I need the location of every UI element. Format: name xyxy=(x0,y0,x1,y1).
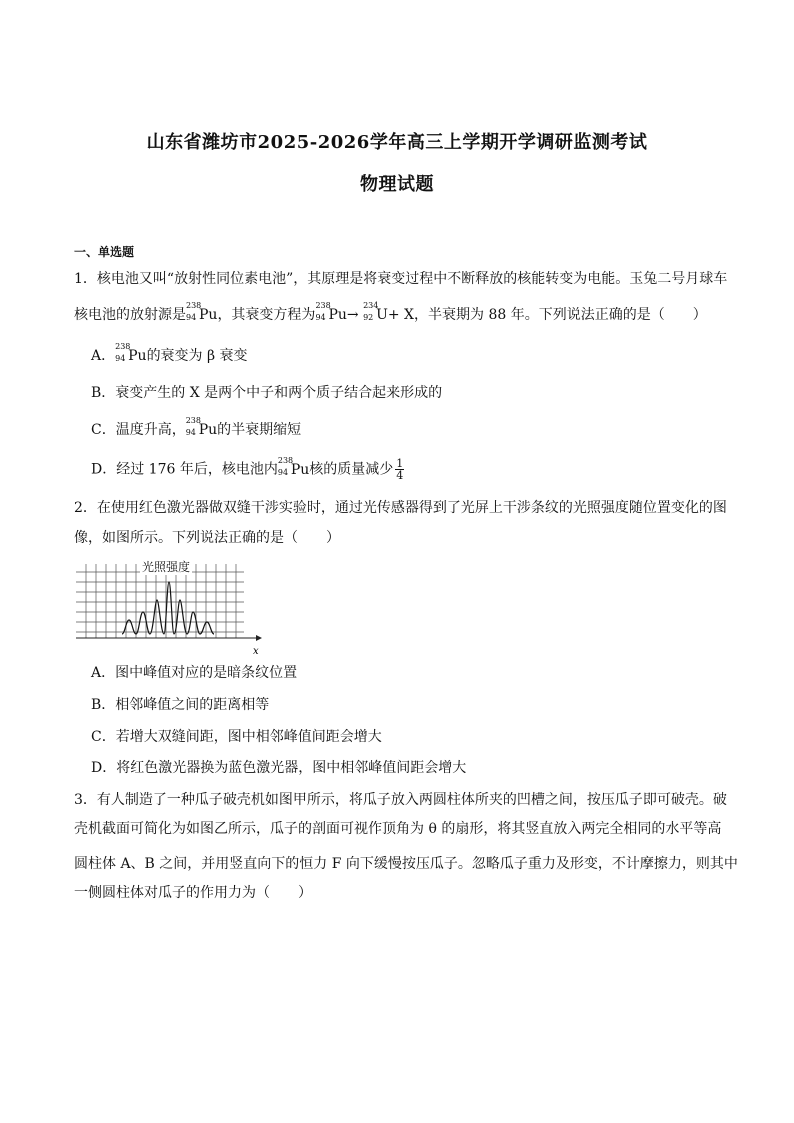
q1-option-c[interactable]: C．温度升高， 238 94 Pu的半衰期缩短 xyxy=(91,416,302,438)
q1-option-b[interactable]: B．衰变产生的 X 是两个中子和两个质子结合起来形成的 xyxy=(91,385,443,401)
q1-option-a[interactable]: A． 238 94 Pu的衰变为 β 衰变 xyxy=(91,342,248,364)
fraction-one-quarter: $\frac{1}{4}$ xyxy=(396,457,404,482)
x-axis-label: x xyxy=(253,646,259,657)
q3-stem-line4: 一侧圆柱体对瓜子的作用力为（ ） xyxy=(74,885,312,901)
graph-grid xyxy=(76,564,244,638)
arrow: → xyxy=(346,307,359,323)
pu238-symbol: 238 94 Pu xyxy=(315,301,347,323)
exam-title: 山东省潍坊市2025-2026学年高三上学期开学调研监测考试 xyxy=(146,132,648,153)
x-axis-arrow xyxy=(256,635,262,641)
q3-stem-line1: 3．有人制造了一种瓜子破壳机如图甲所示，将瓜子放入两圆柱体所夹的凹槽之间，按压瓜子即可破壳。破 xyxy=(74,792,727,808)
section-heading: 一、单选题 xyxy=(74,245,135,259)
q1-stem-line1: 1．核电池又叫“放射性同位素电池”，其原理是将衰变过程中不断释放的核能转变为电能。玉兔二号月球车 xyxy=(74,271,728,287)
q1-option-d[interactable]: D．经过 176 年后，核电池内 238 94 Pu核的质量减少 $\frac{1}{4}$ xyxy=(91,455,404,482)
pu238-symbol: 238 94 Pu xyxy=(115,342,147,364)
q2-stem-line1: 2．在使用红色激光器做双缝干涉实验时，通过光传感器得到了光屏上干涉条纹的光照强度随位置变化的图 xyxy=(74,500,727,516)
pu238-symbol: 238 94 Pu xyxy=(186,301,218,323)
q1-text: 核电池的放射源是 xyxy=(74,307,186,323)
exam-subtitle: 物理试题 xyxy=(360,174,434,195)
u234-symbol: 234 92 U xyxy=(363,301,388,323)
q2-stem-line2: 像，如图所示。下列说法正确的是（ ） xyxy=(74,530,340,546)
q2-option-d[interactable]: D．将红色激光器换为蓝色激光器，图中相邻峰值间距会增大 xyxy=(91,760,467,776)
q3-stem-line3: 圆柱体 A、B 之间，并用竖直向下的恒力 F 向下缓慢按压瓜子。忽略瓜子重力及形变，不计摩擦力，则其中 xyxy=(74,856,738,872)
q2-option-c[interactable]: C．若增大双缝间距，图中相邻峰值间距会增大 xyxy=(91,729,382,745)
q3-stem-line2: 壳机截面可简化为如图乙所示，瓜子的剖面可视作顶角为 θ 的扇形，将其竖直放入两完全相同的水平等高 xyxy=(74,821,722,837)
plus-x: + X xyxy=(387,307,415,323)
q1-text: ，半衰期为 88 年。下列说法正确的是（ ） xyxy=(414,307,707,323)
graph-y-label: 光照强度 xyxy=(142,560,191,574)
q2-option-b[interactable]: B．相邻峰值之间的距离相等 xyxy=(91,697,270,713)
q1-text: ，其衰变方程为 xyxy=(217,307,316,323)
pu238-symbol: 238 94 Pu xyxy=(185,416,218,438)
q1-stem-line2 xyxy=(74,301,724,324)
pu238-symbol: 238 94 Pu xyxy=(277,455,310,478)
q2-option-a[interactable]: A．图中峰值对应的是暗条纹位置 xyxy=(91,665,298,681)
